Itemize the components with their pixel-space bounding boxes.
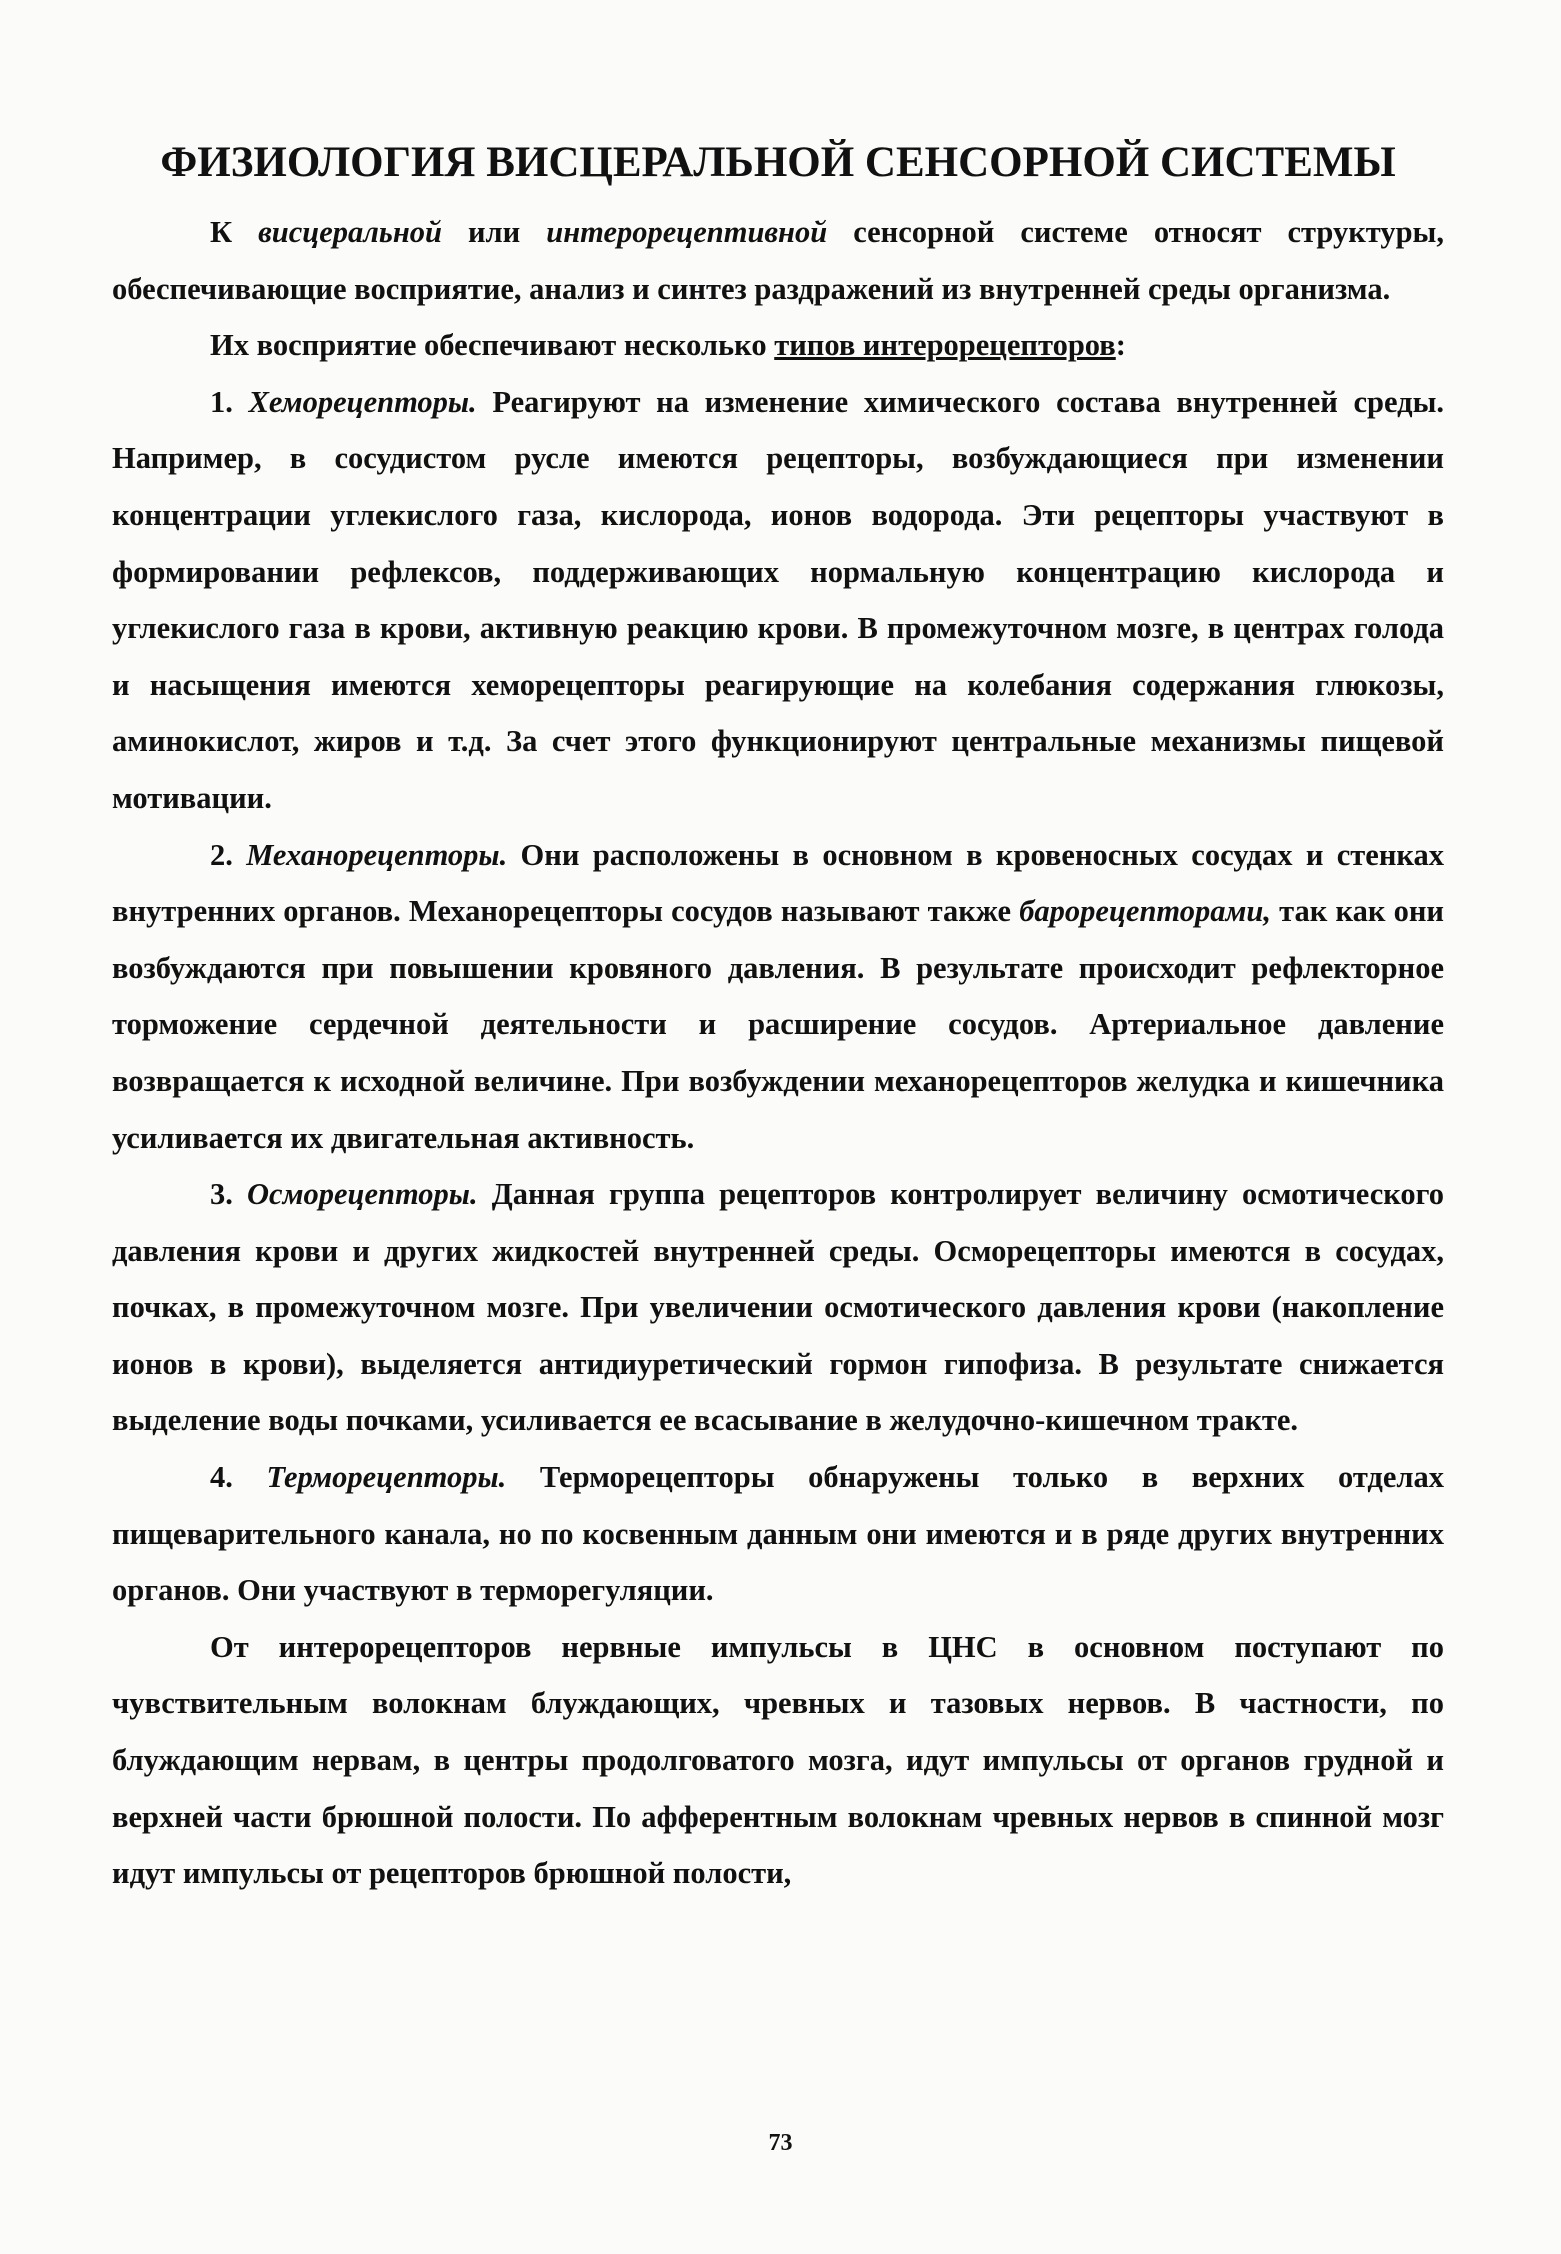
- intro-text-b: или: [441, 215, 547, 249]
- page-content: [112, 138, 1444, 1902]
- types-intro-text-b: :: [1115, 328, 1126, 363]
- chemoreceptors-paragraph: [112, 374, 1444, 827]
- item2-term: Механорецепторы.: [246, 837, 508, 872]
- term-visceral: висцеральной: [258, 215, 442, 249]
- osmoreceptors-paragraph: [112, 1166, 1444, 1449]
- item3-text: Данная группа рецепторов контролирует величину осмотического давления крови и других жидкостей внутренней среды. Осморецепторы имеются в сосудах, почках, в промежуточном мозге. При увеличении осмотического давления крови (накопление ионов в крови), выделяется антидиуретический гормон гипофиза. В результате снижается выделение воды почками, усиливается ее всасывание в желудочно-кишечном тракте.: [112, 1177, 1444, 1438]
- item3-term: Осморецепторы.: [247, 1177, 478, 1212]
- item2-term-baroreceptors: барорецепторами,: [1019, 894, 1271, 929]
- item2-number: 2.: [210, 837, 247, 872]
- term-interoceptive: интерорецептивной: [546, 215, 828, 249]
- types-intro-text-a: Их восприятие обеспечивают несколько: [210, 328, 775, 363]
- item3-number: 3.: [210, 1177, 248, 1212]
- mechanoreceptors-paragraph: [112, 827, 1444, 1167]
- intro-paragraph: [112, 204, 1444, 317]
- intro-text-c: сенсорной системе относят структуры, обеспечивающие восприятие, анализ и синтез раздражений из внутренней среды организма.: [112, 215, 1444, 306]
- thermoreceptors-paragraph: [112, 1449, 1444, 1619]
- item4-term: Терморецепторы.: [266, 1460, 507, 1495]
- item4-text: Терморецепторы обнаружены только в верхних отделах пищеварительного канала, но по косвенным данным они имеются и в ряде других внутренних органов. Они участвуют в терморегуляции.: [112, 1460, 1445, 1608]
- item4-number: 4.: [210, 1460, 267, 1495]
- item1-text: Реагируют на изменение химического состава внутренней среды. Например, в сосудистом русле имеются рецепторы, возбуждающиеся при изменении концентрации углекислого газа, кислорода, ионов водорода. Эти рецепторы участвуют в формировании рефлексов, поддерживающих нормальную концентрацию кислорода и углекислого газа в крови, активную реакцию крови. В промежуточном мозге, в центрах голода и насыщения имеются хеморецепторы реагирующие на колебания содержания глюкозы, аминокислот, жиров и т.д. За счет этого функционируют центральные механизмы пищевой мотивации.: [112, 384, 1445, 815]
- page-number: 73: [768, 2130, 793, 2156]
- page-title: ФИЗИОЛОГИЯ ВИСЦЕРАЛЬНОЙ СЕНСОРНОЙ СИСТЕМЫ: [160, 139, 1396, 186]
- item1-number: 1.: [210, 384, 249, 419]
- intro-text-a: К: [210, 215, 259, 249]
- closing-paragraph: От интерорецепторов нервные импульсы в ЦНС в основном поступают по чувствительным волокнам блуждающих, чревных и тазовых нервов. В частности, по блуждающим нервам, в центры продолговатого мозга, идут импульсы от органов грудной и верхней части брюшной полости. По афферентным волокнам чревных нервов в спинной мозг идут импульсы от рецепторов брюшной полости,: [112, 1629, 1444, 1891]
- types-underlined-phrase: типов интерорецепторов: [774, 328, 1116, 363]
- item2-text-1: Они расположены в основном в кровеносных сосудах и стенках внутренних органов. Механорецепторы сосудов называют также: [112, 837, 1444, 929]
- item1-term: Хеморецепторы.: [248, 384, 477, 419]
- types-intro-paragraph: [112, 317, 1444, 374]
- item2-text-2: так как они возбуждаются при повышении кровяного давления. В результате происходит рефлекторное торможение сердечной деятельности и расширение сосудов. Артериальное давление возвращается к исходной величине. При возбуждении механорецепторов желудка и кишечника усиливается их двигательная активность.: [112, 894, 1444, 1155]
